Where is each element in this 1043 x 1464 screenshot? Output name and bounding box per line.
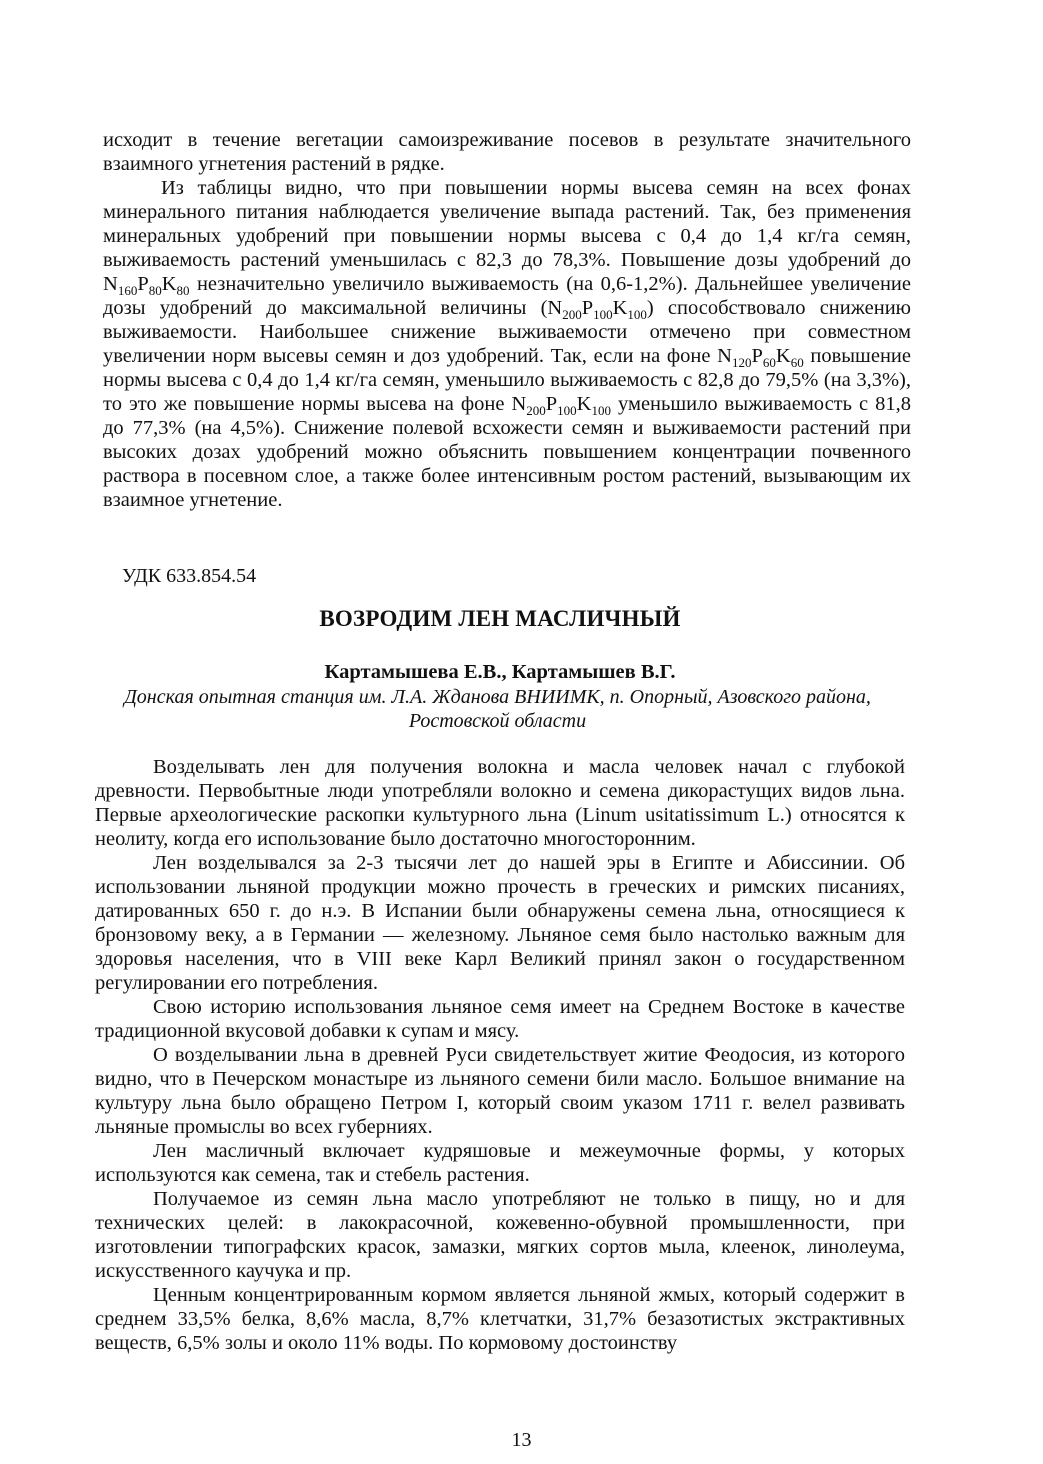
paragraph: Возделывать лен для получения волокна и масла человек начал с глубокой древности. Первобытные люди употребляли волокно и семена дикорастущих видов льна. Первые археологические раскопки культурного льна (Linum usitatissimum L.) относятся к неолиту, когда его использование было достаточно многосторонним. bbox=[95, 756, 905, 850]
previous-article-text bbox=[103, 128, 911, 512]
paragraph: Получаемое из семян льна масло употребляют не только в пищу, но и для технических целей: в лакокрасочной, кожевенно-обувной промышленности, при изготовлении типографских красок, замазки, мягких сортов мыла, клеенок, линолеума, искусственного каучука и пр. bbox=[95, 1188, 905, 1282]
article-body bbox=[95, 755, 905, 1355]
paragraph: Лен масличный включает кудряшовые и межеумочные формы, у которых используются как семена, так и стебель растения. bbox=[95, 1140, 905, 1186]
paragraph: исходит в течение вегетации самоизреживание посевов в результате значительного взаимного угнетения растений в рядке. bbox=[103, 129, 911, 175]
paragraph: Из таблицы видно, что при повышении нормы высева семян на всех фонах минерального питания наблюдается увеличение выпада растений. Так, без применения минеральных удобрений при повышении нормы высева с 0,4 до 1,4 кг/га семян, выживаемость растений уменьшилась с 82,3 до 78,3%. Повышение дозы удобрений до $N_{160}P_{80}K_{80}$ незначительно увеличило выживаемость (на 0,6-1,2%). Дальнейшее увеличение дозы удобрений до максимальной величины $(N_{200}P_{100}K_{100})$ способствовало снижению выживаемости. Наибольшее снижение выживаемости отмечено при совместном увеличении норм высевы семян и доз удобрений. Так, если на фоне $N_{120}P_{60}K_{60}$ повышение нормы высева с 0,4 до 1,4 кг/га семян, уменьшило выживаемость с 82,8 до 79,5% (на 3,3%), то это же повышение нормы высева на фоне $N_{200}P_{100}K_{100}$ уменьшило выживаемость с 81,8 до 77,3% (на 4,5%). Снижение полевой всхожести семян и выживаемости растений при высоких дозах удобрений можно объяснить повышением концентрации почвенного раствора в посевном слое, а также более интенсивным ростом растений, вызывающим их взаимное угнетение. bbox=[103, 177, 911, 511]
paragraph: Свою историю использования льняное семя имеет на Среднем Востоке в качестве традиционной вкусовой добавки к супам и мясу. bbox=[95, 996, 905, 1042]
article-affiliation: Донская опытная станция им. Л.А. Жданова ВНИИМК, п. Опорный, Азовского района, Ростовской области bbox=[124, 686, 871, 732]
article-authors: Картамышева Е.В., Картамышев В.Г. bbox=[324, 661, 676, 683]
paragraph: Лен возделывался за 2-3 тысячи лет до нашей эры в Египте и Абиссинии. Об использовании льняной продукции можно прочесть в греческих и римских писаниях, датированных 650 г. до н.э. В Испании были обнаружены семена льна, относящиеся к бронзовому веку, а в Германии — железному. Льняное семя было настолько важным для здоровья населения, что в VIII веке Карл Великий принял закон о государственном регулировании его потребления. bbox=[95, 852, 905, 994]
udk-code: УДК 633.854.54 bbox=[122, 565, 257, 587]
page-number: 13 bbox=[511, 1429, 532, 1451]
paragraph: О возделывании льна в древней Руси свидетельствует житие Феодосия, из которого видно, что в Печерском монастыре из льняного семени били масло. Большое внимание на культуру льна было обращено Петром I, который своим указом 1711 г. велел развивать льняные промыслы во всех губерниях. bbox=[95, 1044, 905, 1138]
article-title: ВОЗРОДИМ ЛЕН МАСЛИЧНЫЙ bbox=[319, 606, 681, 631]
paragraph: Ценным концентрированным кормом является льняной жмых, который содержит в среднем 33,5% белка, 8,6% масла, 8,7% клетчатки, 31,7% безазотистых экстрактивных веществ, 6,5% золы и около 11% воды. По кормовому достоинству bbox=[95, 1284, 905, 1354]
